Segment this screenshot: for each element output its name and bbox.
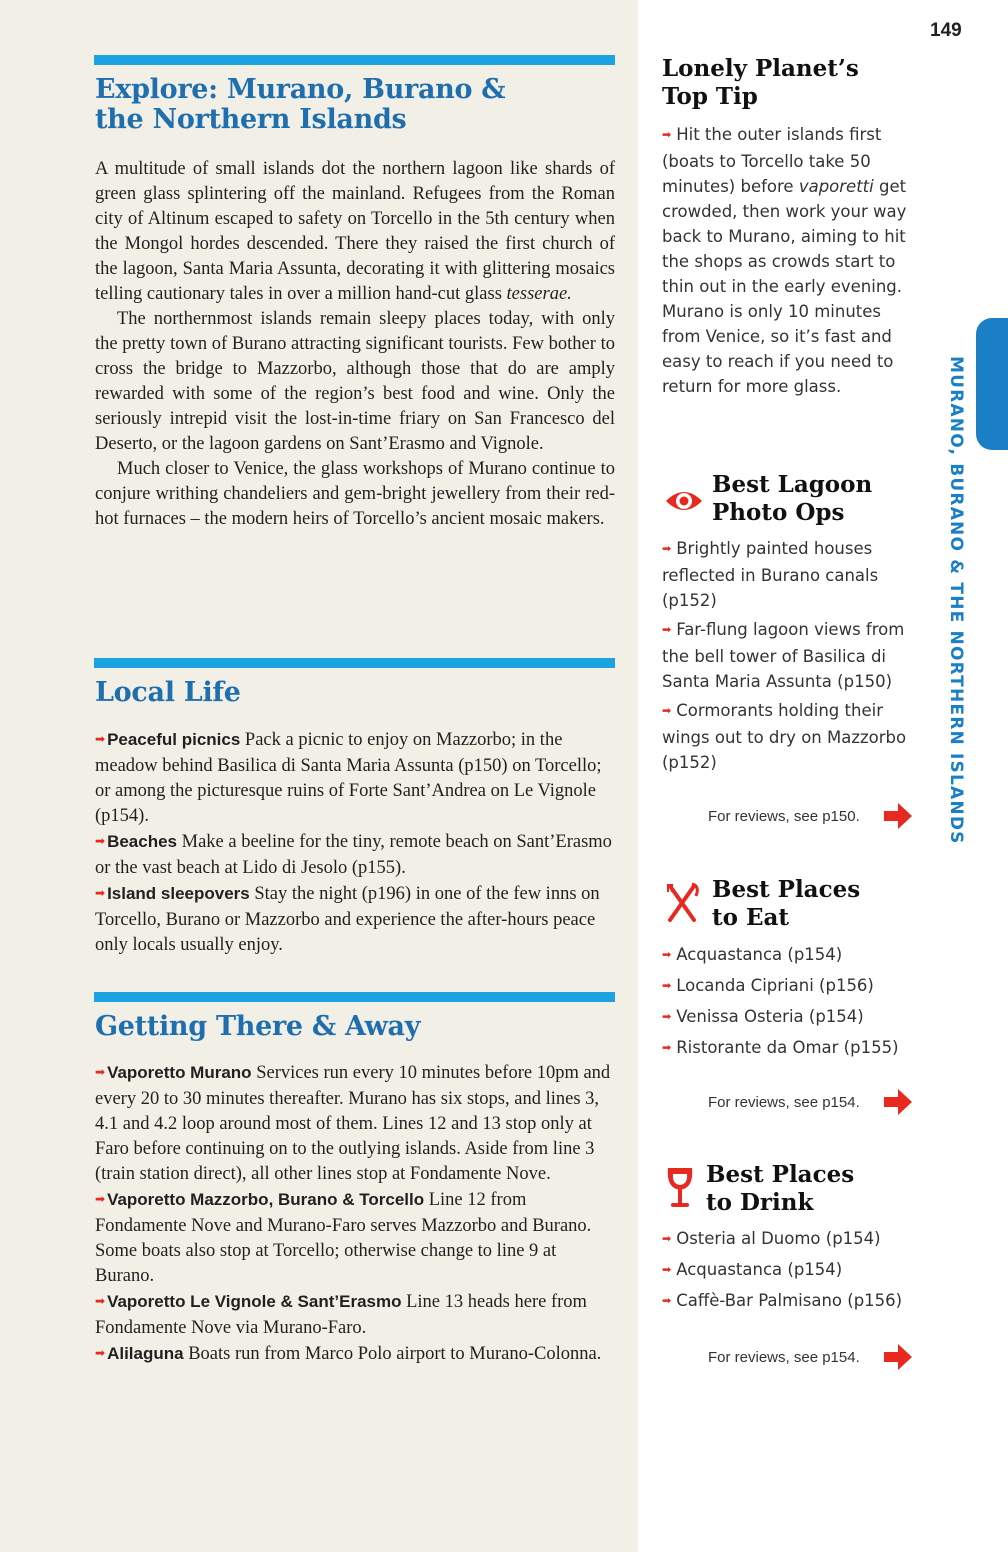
list-item: ➡ Locanda Cipriani (p156) [662, 976, 874, 995]
list-item: ➡ Far-flung lagoon views from the bell tower of Basilica di Santa Maria Assunta (p150) [662, 620, 905, 691]
eat-title: Best Places to Eat [712, 876, 861, 931]
explore-paragraph-3: Much closer to Venice, the glass workshops of Murano continue to conjure writhing chandeliers and gem-bright jewellery from their red-hot furnaces – the modern heirs of Torcello’s ancient mosaic makers. [95, 459, 615, 529]
drink-title: Best Places to Drink [706, 1161, 855, 1216]
arrow-right-icon: ➡ [662, 1041, 672, 1054]
list-item: ➡ Vaporetto Mazzorbo, Burano & Torcello Line 12 from Fondamente Nove and Murano-Faro serves Mazzorbo and Burano. Some boats also stop at Torcello; otherwise change to line 9 at Burano. [95, 1190, 592, 1286]
list-item: ➡ Vaporetto Le Vignole & Sant’Erasmo Line 13 heads here from Fondamente Nove via Murano-Faro. [95, 1292, 587, 1338]
explore-body [95, 157, 615, 532]
list-item: ➡ Ristorante da Omar (p155) [662, 1038, 899, 1057]
top-tip-title: Lonely Planet’s Top Tip [662, 55, 859, 110]
list-item: ➡ Alilaguna Boats run from Marco Polo airport to Murano-Colonna. [95, 1344, 602, 1364]
arrow-right-icon: ➡ [662, 128, 672, 141]
explore-title [95, 75, 505, 135]
wine-glass-icon [666, 1166, 694, 1210]
eat-list [662, 942, 920, 1066]
list-item: ➡ Vaporetto Murano Services run every 10 minutes before 10pm and every 20 to 30 minutes thereafter. Murano has six stops, and lines 3, 4.1 and 4.2 loop around most of them. Lines 12 and 13 stop only at Faro before continuing on to the outlying islands. Aside from line 3 (train station direct), all other lines stop at Fondamente Nove. [95, 1063, 611, 1184]
arrow-right-icon: ➡ [95, 834, 106, 848]
list-item: ➡ Peaceful picnics Pack a picnic to enjoy on Mazzorbo; in the meadow behind Basilica di Santa Maria Assunta (p150) on Torcello; or among the picturesque ruins of Forte Sant’Andrea on Le Vignole (p154). [95, 730, 602, 826]
list-item: ➡ Acquastanca (p154) [662, 945, 843, 964]
arrow-right-icon [884, 1344, 912, 1370]
section-rule [94, 992, 615, 1002]
page-number: 149 [930, 20, 962, 41]
arrow-right-icon [884, 1089, 912, 1115]
list-item: ➡ Acquastanca (p154) [662, 1260, 843, 1279]
arrow-right-icon [884, 803, 912, 829]
local-life-list [95, 727, 615, 958]
list-item: ➡ Brightly painted houses reflected in Burano canals (p152) [662, 539, 879, 610]
getting-there-title: Getting There & Away [95, 1011, 421, 1042]
arrow-right-icon: ➡ [95, 1192, 106, 1206]
photo-ops-title: Best Lagoon Photo Ops [712, 471, 873, 526]
arrow-right-icon: ➡ [662, 1232, 672, 1245]
list-item: ➡ Cormorants holding their wings out to dry on Mazzorbo (p152) [662, 701, 907, 772]
arrow-right-icon: ➡ [662, 623, 672, 636]
drink-reviews-link[interactable]: For reviews, see p154. [708, 1349, 860, 1366]
section-rule [94, 658, 615, 668]
local-life-title: Local Life [95, 677, 241, 708]
fork-knife-icon [664, 882, 700, 924]
arrow-right-icon: ➡ [95, 1294, 106, 1308]
arrow-right-icon: ➡ [662, 1010, 672, 1023]
photo-ops-reviews-link[interactable]: For reviews, see p150. [708, 808, 860, 825]
arrow-right-icon: ➡ [95, 1065, 106, 1079]
chapter-tab [976, 318, 1008, 450]
eat-reviews-link[interactable]: For reviews, see p154. [708, 1094, 860, 1111]
arrow-right-icon: ➡ [662, 542, 672, 555]
explore-paragraph-1: A multitude of small islands dot the northern lagoon like shards of green glass splintering off the mainland. Refugees from the Roman city of Altinum escaped to safety on Torcello in the 5th century when the Mongol hordes descended. There they raised the first church of the lagoon, Santa Maria Assunta, decorating it with glittering mosaics telling cautionary tales in over a million hand-cut glass tesserae. [95, 159, 615, 304]
top-tip-text: ➡ Hit the outer islands first (boats to Torcello take 50 minutes) before vaporetti get crowded, then work your way back to Murano, aiming to hit the shops as crowds start to thin out in the early evening. Murano is only 10 minutes from Venice, so it’s fast and easy to reach if you need to return for more glass. [662, 125, 907, 396]
arrow-right-icon: ➡ [662, 979, 672, 992]
arrow-right-icon: ➡ [95, 886, 106, 900]
explore-title-line1: Explore: Murano, Burano & [95, 74, 506, 105]
getting-there-list [95, 1060, 615, 1368]
arrow-right-icon: ➡ [662, 1294, 672, 1307]
arrow-right-icon: ➡ [662, 704, 672, 717]
arrow-right-icon: ➡ [662, 948, 672, 961]
photo-ops-list [662, 536, 920, 779]
explore-title-line2: the Northern Islands [95, 104, 407, 135]
eye-icon [664, 486, 704, 516]
arrow-right-icon: ➡ [95, 732, 106, 746]
drink-list [662, 1226, 920, 1319]
list-item: ➡ Venissa Osteria (p154) [662, 1007, 864, 1026]
chapter-side-title: MURANO, BURANO & THE NORTHERN ISLANDS [946, 356, 966, 845]
explore-paragraph-2: The northernmost islands remain sleepy places today, with only the pretty town of Burano attracting significant tourists. Few bother to cross the bridge to Mazzorbo, although those that do are amply rewarded with some of the region’s best food and wine. Only the seriously intrepid visit the lost-in-time friary on San Francesco del Deserto, or the lagoon gardens on Sant’Erasmo and Vignole. [95, 309, 615, 454]
list-item: ➡ Osteria al Duomo (p154) [662, 1229, 881, 1248]
arrow-right-icon: ➡ [662, 1263, 672, 1276]
arrow-right-icon: ➡ [95, 1346, 106, 1360]
list-item: ➡ Beaches Make a beeline for the tiny, remote beach on Sant’Erasmo or the vast beach at Lido di Jesolo (p155). [95, 832, 612, 878]
list-item: ➡ Island sleepovers Stay the night (p196) in one of the few inns on Torcello, Burano or Mazzorbo and experience the after-hours peace only locals usually enjoy. [95, 884, 600, 955]
section-rule [94, 55, 615, 65]
list-item: ➡ Caffè-Bar Palmisano (p156) [662, 1291, 903, 1310]
